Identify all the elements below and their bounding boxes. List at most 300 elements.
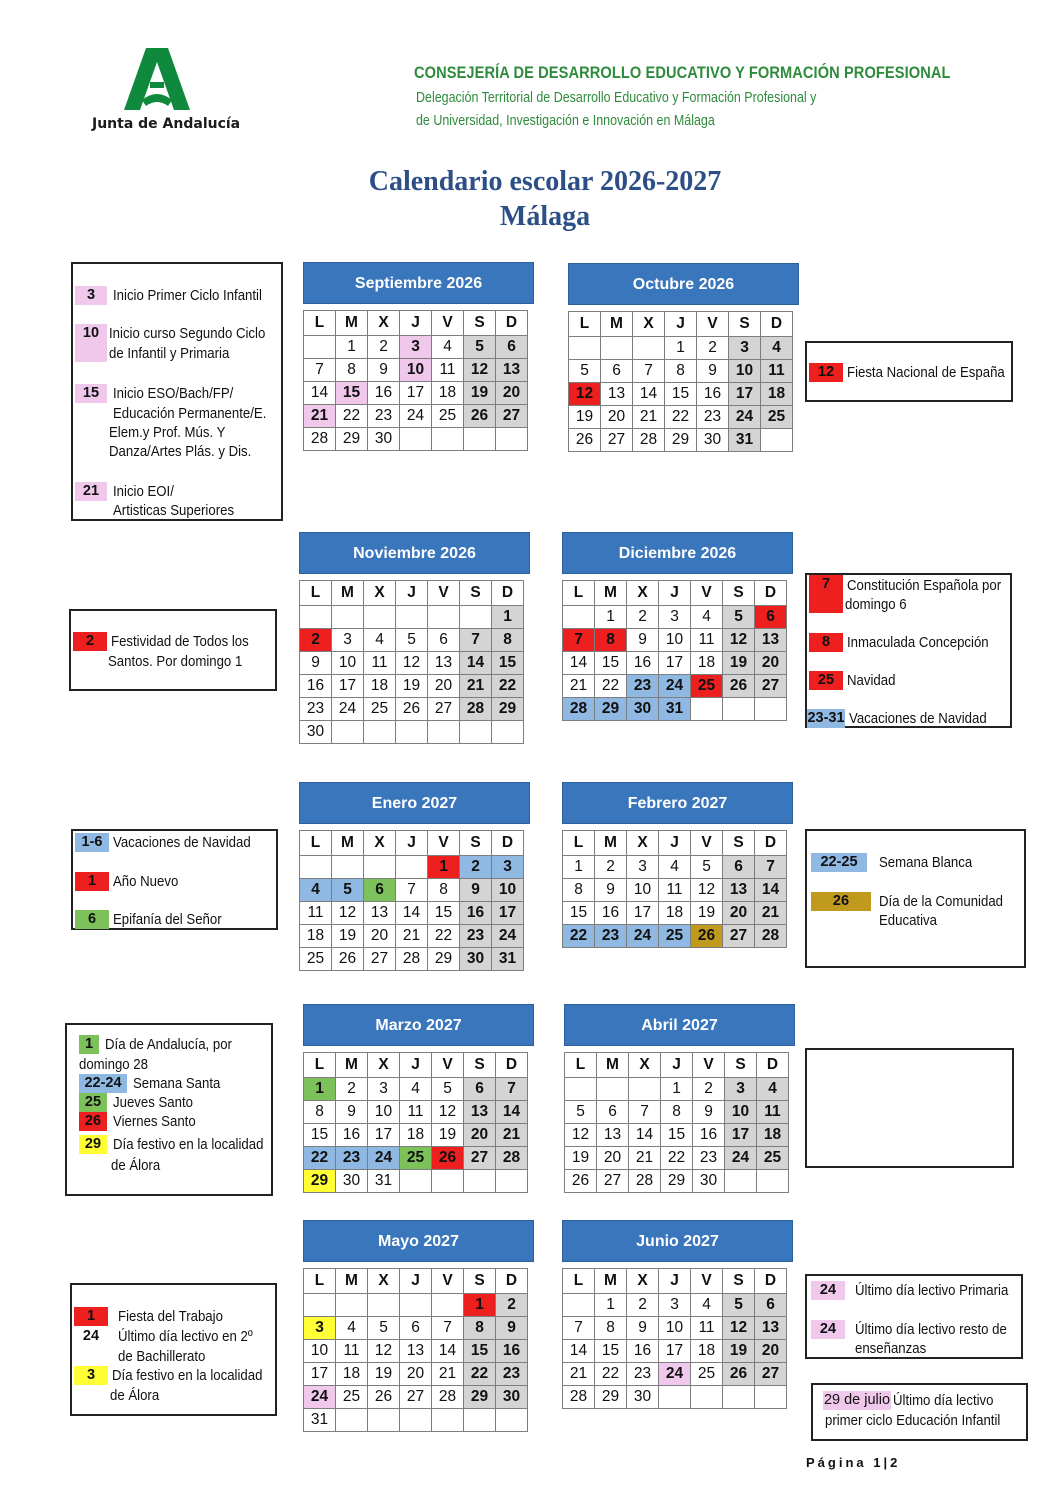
day-cell: 13 [601, 383, 633, 406]
legend-marzo [65, 1023, 273, 1196]
legend-diciembre [805, 573, 1012, 728]
day-cell: 13 [755, 1317, 787, 1340]
day-cell: 17 [729, 383, 761, 406]
day-cell: 19 [569, 406, 601, 429]
day-cell: 4 [659, 856, 691, 879]
day-cell: 17 [304, 1363, 336, 1386]
day-cell: 15 [595, 652, 627, 675]
empty-day-cell [464, 428, 496, 451]
day-cell: 29 [492, 698, 524, 721]
day-cell: 11 [659, 879, 691, 902]
day-cell: 10 [725, 1101, 757, 1124]
org-line-2: Delegación Territorial de Desarrollo Educativo y Formación Profesional y [416, 90, 817, 106]
day-cell: 4 [400, 1078, 432, 1101]
empty-day-cell [432, 1409, 464, 1432]
day-cell: 8 [665, 360, 697, 383]
day-cell: 20 [428, 675, 460, 698]
weekday-header: S [725, 1053, 757, 1078]
day-cell: 8 [336, 359, 368, 382]
day-cell: 7 [755, 856, 787, 879]
weekday-header: S [723, 581, 755, 606]
day-cell: 23 [627, 675, 659, 698]
legend-swatch: 26 [811, 892, 871, 911]
month-title: Marzo 2027 [303, 1004, 534, 1046]
day-cell: 20 [755, 652, 787, 675]
empty-day-cell [332, 721, 364, 744]
day-cell: 30 [300, 721, 332, 744]
weekday-header: V [432, 311, 464, 336]
legend-text: Santos. Por domingo 1 [108, 653, 243, 670]
day-cell: 27 [597, 1170, 629, 1193]
day-cell: 10 [400, 359, 432, 382]
day-cell: 15 [563, 902, 595, 925]
legend-text: Día de Andalucía, por [105, 1036, 232, 1053]
day-cell: 22 [595, 675, 627, 698]
day-cell: 16 [496, 1340, 528, 1363]
empty-day-cell [368, 1294, 400, 1317]
empty-day-cell [368, 1409, 400, 1432]
day-cell: 29 [595, 1386, 627, 1409]
day-cell: 18 [364, 675, 396, 698]
day-cell: 22 [428, 925, 460, 948]
weekday-header: J [396, 581, 428, 606]
day-cell: 21 [563, 1363, 595, 1386]
day-cell: 10 [659, 629, 691, 652]
day-cell: 19 [723, 652, 755, 675]
legend-text: Inicio curso Segundo Ciclo [109, 325, 266, 342]
weekday-header: S [464, 1053, 496, 1078]
day-cell: 13 [755, 629, 787, 652]
day-cell: 11 [761, 360, 793, 383]
legend-text: Viernes Santo [113, 1113, 196, 1130]
day-cell: 17 [400, 382, 432, 405]
day-cell: 28 [304, 428, 336, 451]
legend-text: Constitución Española por [847, 577, 1002, 594]
day-cell: 27 [464, 1147, 496, 1170]
day-cell: 19 [691, 902, 723, 925]
day-cell: 10 [304, 1340, 336, 1363]
empty-day-cell [755, 1386, 787, 1409]
page-title: Calendario escolar 2026-2027 [368, 166, 722, 197]
day-cell: 26 [432, 1147, 464, 1170]
day-cell: 16 [460, 902, 492, 925]
day-cell: 15 [304, 1124, 336, 1147]
day-cell: 21 [629, 1147, 661, 1170]
legend-swatch: 25 [809, 671, 843, 690]
day-cell: 27 [723, 925, 755, 948]
day-cell: 6 [428, 629, 460, 652]
legend-text: Educativa [879, 912, 937, 929]
weekday-header: S [464, 1269, 496, 1294]
weekday-header: S [723, 831, 755, 856]
day-cell: 10 [729, 360, 761, 383]
day-cell: 15 [464, 1340, 496, 1363]
org-title: CONSEJERÍA DE DESARROLLO EDUCATIVO Y FORMACIÓN PROFESIONAL [414, 63, 951, 82]
day-cell: 7 [396, 879, 428, 902]
empty-day-cell [400, 428, 432, 451]
day-cell: 15 [492, 652, 524, 675]
legend-swatch: 3 [75, 286, 107, 305]
day-cell: 26 [396, 698, 428, 721]
empty-day-cell [396, 721, 428, 744]
day-cell: 23 [693, 1147, 725, 1170]
day-cell: 22 [304, 1147, 336, 1170]
month-calendar-noviembre [299, 532, 530, 744]
empty-day-cell [723, 1386, 755, 1409]
legend-swatch: 12 [809, 363, 843, 382]
day-cell: 30 [627, 1386, 659, 1409]
day-cell: 24 [368, 1147, 400, 1170]
weekday-header: M [597, 1053, 629, 1078]
day-cell: 11 [691, 1317, 723, 1340]
day-cell: 14 [755, 879, 787, 902]
day-cell: 12 [691, 879, 723, 902]
day-cell: 13 [723, 879, 755, 902]
day-cell: 17 [725, 1124, 757, 1147]
weekday-header: X [627, 831, 659, 856]
page-number: Página 1|2 [806, 1455, 901, 1470]
day-cell: 28 [755, 925, 787, 948]
month-calendar-septiembre [303, 262, 534, 451]
day-cell: 1 [665, 337, 697, 360]
day-cell: 22 [336, 405, 368, 428]
day-cell: 9 [697, 360, 729, 383]
day-cell: 22 [665, 406, 697, 429]
month-title: Enero 2027 [299, 782, 530, 824]
day-cell: 8 [304, 1101, 336, 1124]
day-cell: 3 [492, 856, 524, 879]
day-cell: 1 [304, 1078, 336, 1101]
day-cell: 5 [723, 1294, 755, 1317]
day-cell: 24 [332, 698, 364, 721]
day-cell: 11 [432, 359, 464, 382]
empty-day-cell [336, 1294, 368, 1317]
day-cell: 30 [460, 948, 492, 971]
day-cell: 29 [595, 698, 627, 721]
day-cell: 9 [460, 879, 492, 902]
day-cell: 8 [595, 629, 627, 652]
empty-day-cell [460, 721, 492, 744]
empty-day-cell [304, 336, 336, 359]
day-cell: 4 [432, 336, 464, 359]
month-title: Octubre 2026 [568, 263, 799, 305]
legend-text: Inmaculada Concepción [847, 634, 989, 651]
day-cell: 21 [304, 405, 336, 428]
month-calendar-mayo [303, 1220, 534, 1432]
month-title: Junio 2027 [562, 1220, 793, 1262]
day-cell: 13 [364, 902, 396, 925]
day-cell: 28 [629, 1170, 661, 1193]
weekday-header: M [332, 581, 364, 606]
empty-day-cell [432, 1294, 464, 1317]
empty-day-cell [492, 721, 524, 744]
day-cell: 9 [496, 1317, 528, 1340]
legend-swatch: 24 [811, 1320, 845, 1339]
empty-day-cell [364, 721, 396, 744]
day-cell: 25 [432, 405, 464, 428]
day-cell: 13 [464, 1101, 496, 1124]
day-cell: 14 [460, 652, 492, 675]
legend-text: Último día lectivo Primaria [855, 1282, 1009, 1299]
day-cell: 23 [496, 1363, 528, 1386]
legend-text: Navidad [847, 672, 896, 689]
weekday-header: J [400, 1269, 432, 1294]
day-cell: 30 [368, 428, 400, 451]
day-cell: 5 [332, 879, 364, 902]
day-cell: 23 [697, 406, 729, 429]
day-cell: 8 [661, 1101, 693, 1124]
weekday-header: M [336, 1053, 368, 1078]
legend-text: Inicio EOI/ [113, 483, 174, 500]
day-cell: 7 [432, 1317, 464, 1340]
day-cell: 22 [595, 1363, 627, 1386]
day-cell: 10 [659, 1317, 691, 1340]
empty-day-cell [496, 1170, 528, 1193]
day-cell: 7 [496, 1078, 528, 1101]
day-cell: 24 [725, 1147, 757, 1170]
day-cell: 9 [336, 1101, 368, 1124]
day-cell: 28 [396, 948, 428, 971]
day-cell: 5 [723, 606, 755, 629]
day-cell: 21 [633, 406, 665, 429]
day-cell: 15 [595, 1340, 627, 1363]
day-cell: 27 [364, 948, 396, 971]
day-cell: 11 [364, 652, 396, 675]
legend-text: domingo 6 [845, 596, 907, 613]
day-cell: 23 [300, 698, 332, 721]
day-cell: 13 [496, 359, 528, 382]
day-cell: 22 [492, 675, 524, 698]
day-cell: 27 [400, 1386, 432, 1409]
weekday-header: J [400, 311, 432, 336]
logo-text: Junta de Andalucía [92, 116, 241, 132]
day-cell: 20 [464, 1124, 496, 1147]
day-cell: 3 [627, 856, 659, 879]
day-cell: 20 [400, 1363, 432, 1386]
weekday-header: L [304, 311, 336, 336]
day-cell: 8 [563, 879, 595, 902]
day-cell: 21 [432, 1363, 464, 1386]
weekday-header: D [755, 831, 787, 856]
legend-text: Festividad de Todos los [111, 633, 249, 650]
weekday-header: S [729, 312, 761, 337]
day-cell: 24 [729, 406, 761, 429]
month-title: Febrero 2027 [562, 782, 793, 824]
day-cell: 30 [336, 1170, 368, 1193]
empty-day-cell [428, 606, 460, 629]
day-cell: 12 [569, 383, 601, 406]
day-cell: 18 [300, 925, 332, 948]
day-cell: 22 [563, 925, 595, 948]
day-cell: 21 [396, 925, 428, 948]
day-cell: 23 [595, 925, 627, 948]
month-title: Septiembre 2026 [303, 262, 534, 304]
day-cell: 18 [691, 1340, 723, 1363]
weekday-header: D [755, 1269, 787, 1294]
day-cell: 6 [464, 1078, 496, 1101]
empty-day-cell [725, 1170, 757, 1193]
weekday-header: V [432, 1269, 464, 1294]
day-cell: 4 [336, 1317, 368, 1340]
day-cell: 9 [595, 879, 627, 902]
empty-day-cell [691, 1386, 723, 1409]
legend-noviembre [69, 609, 277, 691]
legend-swatch: 22-25 [811, 853, 867, 872]
day-cell: 16 [627, 652, 659, 675]
day-cell: 16 [300, 675, 332, 698]
day-cell: 28 [432, 1386, 464, 1409]
day-cell: 21 [460, 675, 492, 698]
empty-day-cell [565, 1078, 597, 1101]
day-cell: 8 [492, 629, 524, 652]
day-cell: 17 [659, 1340, 691, 1363]
day-cell: 6 [496, 336, 528, 359]
empty-day-cell [464, 1170, 496, 1193]
day-cell: 2 [595, 856, 627, 879]
day-cell: 6 [755, 606, 787, 629]
day-cell: 24 [304, 1386, 336, 1409]
day-cell: 19 [396, 675, 428, 698]
day-cell: 7 [633, 360, 665, 383]
empty-day-cell [659, 1386, 691, 1409]
day-cell: 6 [601, 360, 633, 383]
empty-day-cell [597, 1078, 629, 1101]
weekday-header: M [336, 311, 368, 336]
weekday-header: L [565, 1053, 597, 1078]
day-cell: 29 [428, 948, 460, 971]
weekday-header: S [723, 1269, 755, 1294]
day-cell: 29 [661, 1170, 693, 1193]
day-cell: 17 [492, 902, 524, 925]
day-cell: 3 [659, 606, 691, 629]
legend-junio [805, 1274, 1023, 1359]
day-cell: 2 [496, 1294, 528, 1317]
empty-day-cell [601, 337, 633, 360]
day-cell: 19 [565, 1147, 597, 1170]
weekday-header: D [757, 1053, 789, 1078]
month-calendar-febrero [562, 782, 793, 948]
weekday-header: V [428, 831, 460, 856]
junta-andalucia-logo [124, 48, 190, 112]
weekday-header: J [659, 581, 691, 606]
legend-swatch: 29 [79, 1135, 107, 1154]
empty-day-cell [464, 1409, 496, 1432]
day-cell: 24 [659, 1363, 691, 1386]
day-cell: 15 [661, 1124, 693, 1147]
legend-text: Elem.y Prof. Mús. Y [109, 424, 226, 441]
day-cell: 30 [697, 429, 729, 452]
legend-swatch: 6 [75, 910, 109, 929]
weekday-header: X [364, 831, 396, 856]
legend-enero [71, 829, 278, 930]
day-cell: 22 [464, 1363, 496, 1386]
day-cell: 18 [400, 1124, 432, 1147]
day-cell: 3 [729, 337, 761, 360]
legend-swatch: 1 [74, 1307, 108, 1326]
day-cell: 5 [396, 629, 428, 652]
day-cell: 19 [368, 1363, 400, 1386]
weekday-header: M [595, 1269, 627, 1294]
weekday-header: D [496, 311, 528, 336]
day-cell: 21 [563, 675, 595, 698]
day-cell: 27 [496, 405, 528, 428]
legend-text: Día festivo en la localidad [112, 1367, 263, 1384]
legend-text: Semana Santa [133, 1075, 221, 1092]
weekday-header: S [464, 311, 496, 336]
day-cell: 26 [723, 675, 755, 698]
day-cell: 2 [368, 336, 400, 359]
legend-text: Fiesta Nacional de España [847, 364, 1005, 381]
legend-swatch: 1-6 [75, 833, 109, 852]
weekday-header: D [492, 831, 524, 856]
day-cell: 9 [693, 1101, 725, 1124]
weekday-header: X [368, 1269, 400, 1294]
day-cell: 12 [368, 1340, 400, 1363]
empty-day-cell [300, 606, 332, 629]
day-cell: 4 [691, 1294, 723, 1317]
day-cell: 29 [304, 1170, 336, 1193]
day-cell: 25 [757, 1147, 789, 1170]
empty-day-cell [757, 1170, 789, 1193]
day-cell: 18 [757, 1124, 789, 1147]
legend-text: primer ciclo Educación Infantil [825, 1412, 1001, 1429]
legend-text: Año Nuevo [113, 873, 179, 890]
day-cell: 20 [755, 1340, 787, 1363]
day-cell: 10 [627, 879, 659, 902]
day-cell: 17 [368, 1124, 400, 1147]
weekday-header: D [761, 312, 793, 337]
day-cell: 5 [432, 1078, 464, 1101]
month-title: Mayo 2027 [303, 1220, 534, 1262]
day-cell: 14 [563, 652, 595, 675]
day-cell: 12 [396, 652, 428, 675]
day-cell: 18 [761, 383, 793, 406]
day-cell: 28 [633, 429, 665, 452]
day-cell: 1 [464, 1294, 496, 1317]
empty-day-cell [336, 1409, 368, 1432]
day-cell: 18 [659, 902, 691, 925]
day-cell: 9 [368, 359, 400, 382]
day-cell: 14 [432, 1340, 464, 1363]
day-cell: 12 [432, 1101, 464, 1124]
day-cell: 16 [595, 902, 627, 925]
empty-day-cell [496, 428, 528, 451]
weekday-header: D [496, 1269, 528, 1294]
month-calendar-enero [299, 782, 530, 971]
weekday-header: L [300, 831, 332, 856]
day-cell: 7 [629, 1101, 661, 1124]
day-cell: 8 [464, 1317, 496, 1340]
empty-day-cell [300, 856, 332, 879]
day-cell: 12 [332, 902, 364, 925]
day-cell: 2 [300, 629, 332, 652]
empty-day-cell [304, 1294, 336, 1317]
day-cell: 20 [597, 1147, 629, 1170]
day-cell: 2 [697, 337, 729, 360]
weekday-header: L [304, 1269, 336, 1294]
legend-text: Vacaciones de Navidad [849, 710, 987, 727]
day-cell: 5 [691, 856, 723, 879]
weekday-header: S [460, 831, 492, 856]
weekday-header: X [633, 312, 665, 337]
day-cell: 23 [336, 1147, 368, 1170]
day-cell: 29 [336, 428, 368, 451]
empty-day-cell [563, 606, 595, 629]
day-cell: 9 [627, 1317, 659, 1340]
day-cell: 17 [659, 652, 691, 675]
legend-text: Día de la Comunidad [879, 893, 1004, 910]
weekday-header: V [691, 831, 723, 856]
